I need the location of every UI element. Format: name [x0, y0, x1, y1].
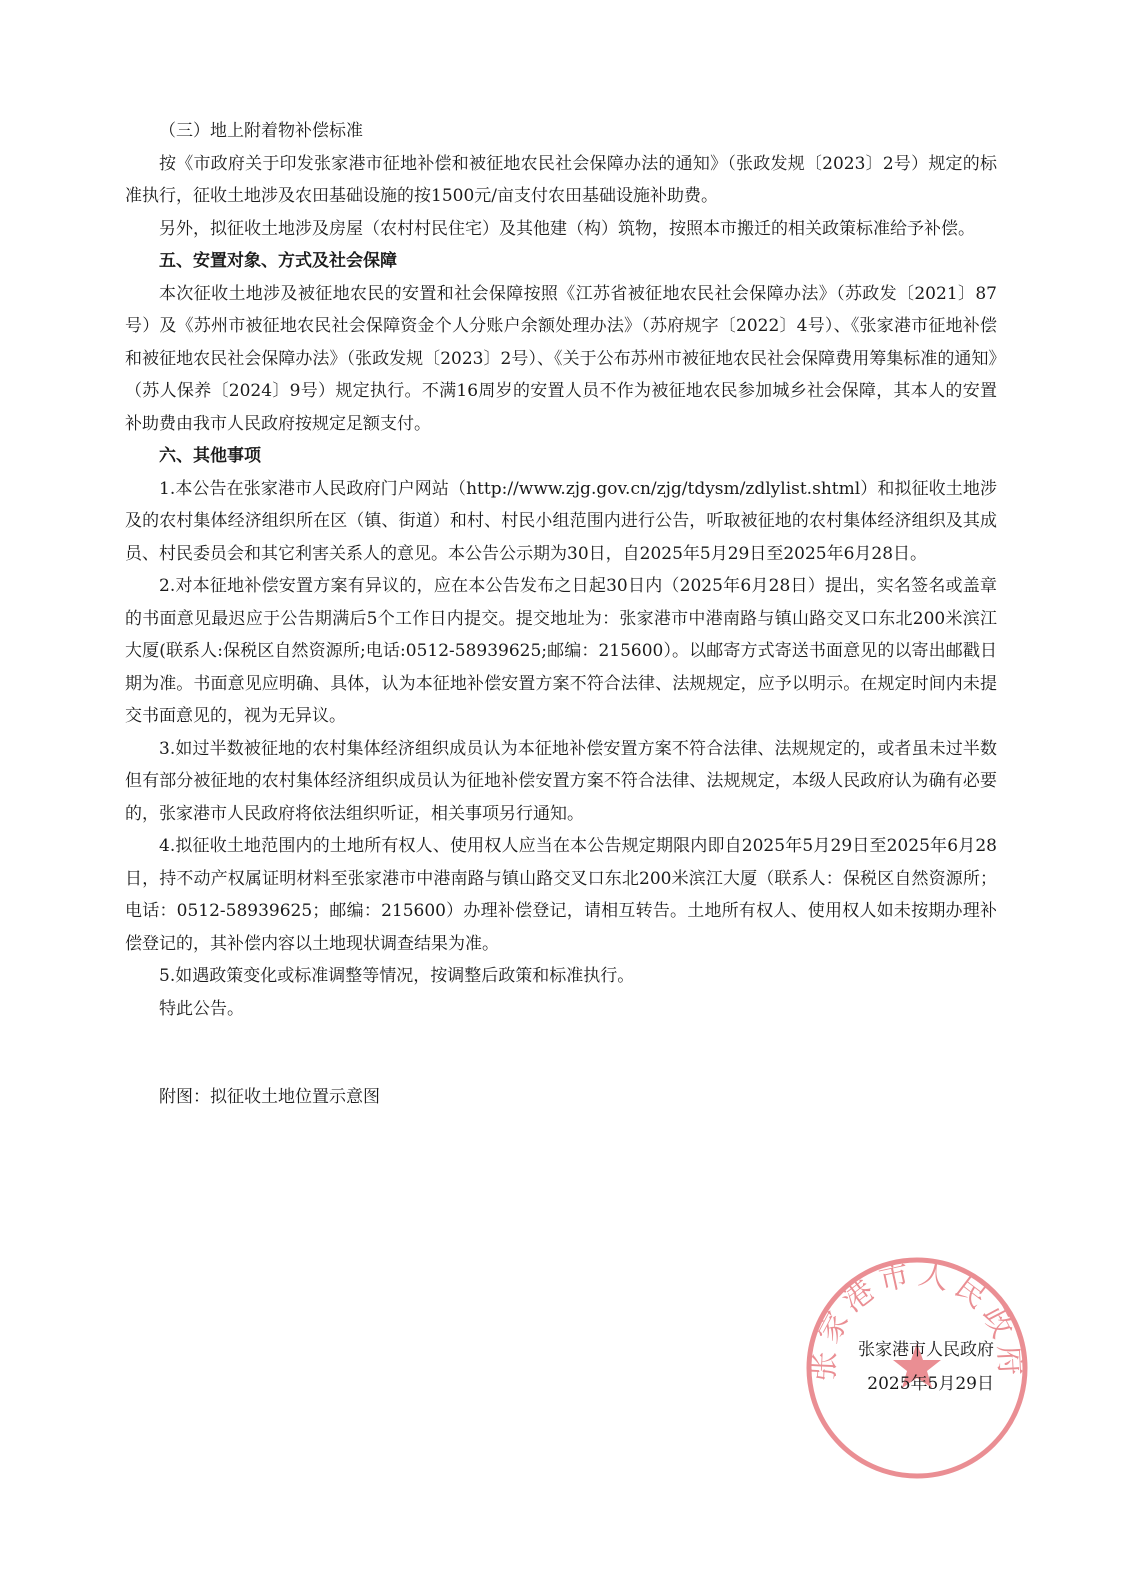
closing-statement: 特此公告。 [159, 998, 244, 1019]
section-6-item-5: 5.如遇政策变化或标准调整等情况，按调整后政策和标准执行。 [159, 966, 635, 986]
signature-organization: 张家港市人民政府 [858, 1340, 994, 1360]
svg-text:张家港市人民政府: 张家港市人民政府 [806, 1256, 1028, 1383]
signature-date: 2025年5月29日 [867, 1374, 994, 1394]
section-3-paragraph-2: 另外，拟征收土地涉及房屋（农村村民住宅）及其他建（构）筑物，按照本市搬迁的相关政策标准给予补偿。 [159, 218, 975, 239]
signature-block [858, 1333, 994, 1401]
section-3-paragraph-1: 按《市政府关于印发张家港市征地补偿和被征地农民社会保障办法的通知》（张政发规〔2023〕2号）规定的标准执行，征收土地涉及农田基础设施的按1500元/亩支付农田基础设施补助费。 [125, 153, 997, 206]
section-5-heading: 五、安置对象、方式及社会保障 [159, 251, 397, 271]
section-6-heading: 六、其他事项 [159, 446, 261, 466]
section-3-heading: （三）地上附着物补偿标准 [159, 121, 363, 141]
attachment-note: 附图：拟征收土地位置示意图 [159, 1087, 380, 1107]
section-6-item-1: 1.本公告在张家港市人民政府门户网站（http://www.zjg.gov.cn/zjg/tdysm/zdlylist.shtml）和拟征收土地涉及的农村集体经济组织所在区（镇、街道）和村、村民小组范围内进行公告，听取被征地的农村集体经济组织及其成员、村民委员会和其它利害关系人的意见。本公告公示期为30日，自2025年5月29日至2025年6月28日。 [125, 478, 997, 564]
document-body [125, 115, 997, 1114]
section-6-item-3: 3.如过半数被征地的农村集体经济组织成员认为本征地补偿安置方案不符合法律、法规规定的，或者虽未过半数但有部分被征地的农村集体经济组织成员认为征地补偿安置方案不符合法律、法规规定，本级人民政府认为确有必要的，张家港市人民政府将依法组织听证，相关事项另行通知。 [125, 738, 997, 824]
section-5-paragraph-1: 本次征收土地涉及被征地农民的安置和社会保障按照《江苏省被征地农民社会保障办法》（苏政发〔2021〕87号）及《苏州市被征地农民社会保障资金个人分账户余额处理办法》（苏府规字〔2022〕4号）、《张家港市征地补偿和被征地农民社会保障办法》（张政发规〔2023〕2号）、《关于公布苏州市被征地农民社会保障费用筹集标准的通知》（苏人保养〔2024〕9号）规定执行。不满16周岁的安置人员不作为被征地农民参加城乡社会保障，其本人的安置补助费由我市人民政府按规定足额支付。 [125, 283, 997, 434]
section-6-item-2: 2.对本征地补偿安置方案有异议的，应在本公告发布之日起30日内（2025年6月28日）提出，实名签名或盖章的书面意见最迟应于公告期满后5个工作日内提交。提交地址为：张家港市中港南路与镇山路交叉口东北200米滨江大厦(联系人:保税区自然资源所;电话:0512-58939625;邮编：215600）。以邮寄方式寄送书面意见的以寄出邮戳日期为准。书面意见应明确、具体，认为本征地补偿安置方案不符合法律、法规规定，应予以明示。在规定时间内未提交书面意见的，视为无异议。 [125, 576, 997, 726]
section-6-item-4: 4.拟征收土地范围内的土地所有权人、使用权人应当在本公告规定期限内即自2025年5月29日至2025年6月28日，持不动产权属证明材料至张家港市中港南路与镇山路交叉口东北200米滨江大厦（联系人：保税区自然资源所；电话：0512-58939625；邮编：215600）办理补偿登记，请相互转告。土地所有权人、使用权人如未按期办理补偿登记的，其补偿内容以土地现状调查结果为准。 [125, 836, 997, 954]
